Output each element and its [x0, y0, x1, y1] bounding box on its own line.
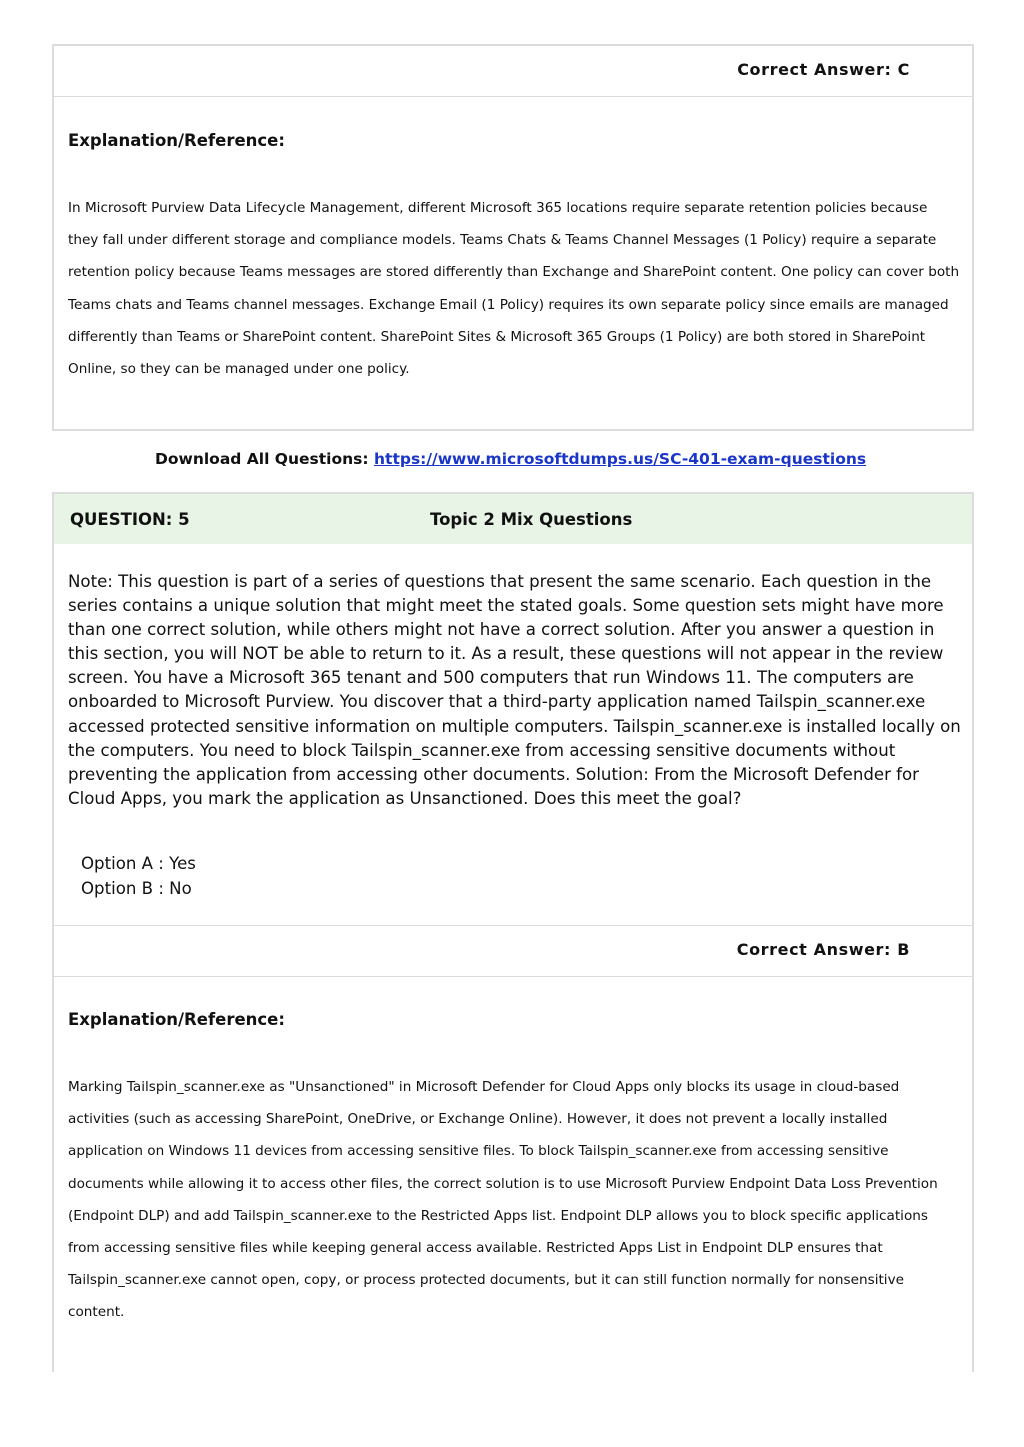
correct-answer-label: Correct Answer: — [736, 940, 892, 959]
question-block — [52, 492, 974, 1372]
question-header — [54, 494, 972, 544]
question-topic: Topic 2 Mix Questions — [430, 510, 633, 529]
previous-answer-block — [52, 44, 974, 431]
correct-answer-row — [54, 925, 972, 977]
download-label: Download All Questions: — [155, 450, 369, 468]
explanation-text: Marking Tailspin_scanner.exe as "Unsanctioned" in Microsoft Defender for Cloud Apps only blocks its usage in cloud-based activities (such as accessing SharePoint, OneDrive, or Exchange Online). However, it does not prevent a locally installed application on Windows 11 devices from accessing sensitive files. To block Tailspin_scanner.exe from accessing sensitive documents while allowing it to access other files, the correct solution is to use Microsoft Purview Endpoint Data Loss Prevention (Endpoint DLP) and add Tailspin_scanner.exe to the Restricted Apps list. Endpoint DLP allows you to block specific applications from accessing sensitive files while keeping general access available. Restricted Apps List in Endpoint DLP ensures that Tailspin_scanner.exe cannot open, copy, or process protected documents, but it can still function normally for nonsensitive content. — [68, 1079, 938, 1321]
correct-answer-row — [54, 46, 972, 97]
download-line — [155, 450, 866, 468]
option-a: Option A : Yes — [81, 854, 196, 873]
download-link[interactable]: https://www.microsoftdumps.us/SC-401-exam-questions — [374, 450, 867, 468]
options-list — [81, 852, 196, 901]
correct-answer-value: B — [897, 940, 910, 959]
question-number: QUESTION: 5 — [70, 510, 190, 529]
correct-answer-label: Correct Answer: — [737, 60, 892, 79]
explanation-title: Explanation/Reference: — [68, 131, 285, 150]
question-text: Note: This question is part of a series of questions that present the same scenario. Each question in the series contains a unique solution that might meet the stated goals. Some question sets might have more than one correct solution, while others might not have a correct solution. After you answer a question in this section, you will NOT be able to return to it. As a result, these questions will not appear in the review screen. You have a Microsoft 365 tenant and 500 computers that run Windows 11. The computers are onboarded to Microsoft Purview. You discover that a third-party application named Tailspin_scanner.exe accessed protected sensitive information on multiple computers. Tailspin_scanner.exe is installed locally on the computers. You need to block Tailspin_scanner.exe from accessing sensitive documents without preventing the application from accessing other documents. Solution: From the Microsoft Defender for Cloud Apps, you mark the application as Unsanctioned. Does this meet the goal? — [68, 572, 961, 808]
explanation-text: In Microsoft Purview Data Lifecycle Management, different Microsoft 365 locations require separate retention policies because they fall under different storage and compliance models. Teams Chats & Teams Channel Messages (1 Policy) require a separate retention policy because Teams messages are stored differently than Exchange and SharePoint content. One policy can cover both Teams chats and Teams channel messages. Exchange Email (1 Policy) requires its own separate policy since emails are managed differently than Teams or SharePoint content. SharePoint Sites & Microsoft 365 Groups (1 Policy) are both stored in SharePoint Online, so they can be managed under one policy. — [68, 200, 960, 378]
explanation-title: Explanation/Reference: — [68, 1010, 285, 1029]
correct-answer — [737, 940, 910, 959]
option-b: Option B : No — [81, 878, 192, 898]
correct-answer-value: C — [897, 60, 910, 79]
correct-answer — [737, 60, 910, 79]
